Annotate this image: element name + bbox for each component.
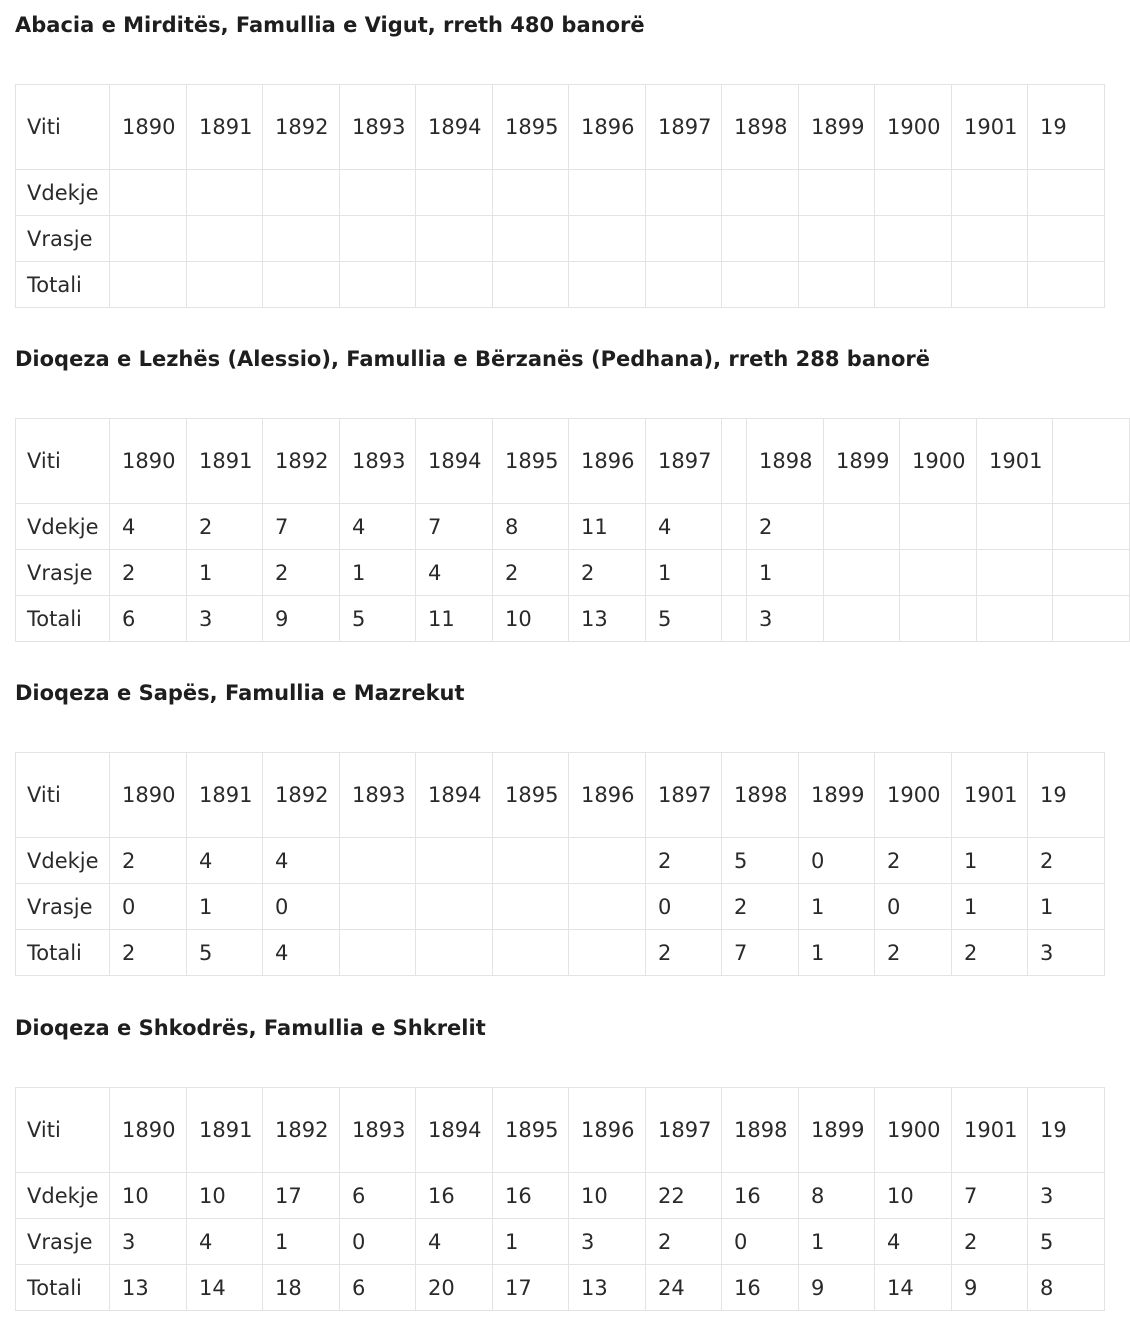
value-cell [187,262,263,308]
value-cell [263,216,340,262]
value-cell [187,170,263,216]
value-cell [900,596,977,642]
value-cell: 9 [799,1265,875,1311]
value-cell: 8 [493,504,569,550]
year-cell: 1898 [722,85,799,170]
value-cell [977,504,1053,550]
value-cell [1028,170,1105,216]
year-cell: 1890 [110,419,187,504]
value-cell: 2 [722,884,799,930]
value-cell: 16 [722,1265,799,1311]
row-label-cell: Totali [16,262,110,308]
value-cell [569,170,646,216]
value-cell [875,262,952,308]
value-cell: 1 [952,838,1028,884]
year-cell: 1898 [722,753,799,838]
value-cell [952,262,1028,308]
value-cell: 4 [110,504,187,550]
value-cell [952,216,1028,262]
value-cell: 16 [416,1173,493,1219]
value-cell: 1 [799,884,875,930]
year-cell: 1895 [493,1088,569,1173]
value-cell: 2 [110,550,187,596]
value-cell [416,170,493,216]
value-cell [416,930,493,976]
table-header-row [16,419,1130,504]
table-row [16,262,1105,308]
row-label-cell: Vdekje [16,1173,110,1219]
value-cell: 7 [263,504,340,550]
value-cell: 3 [1028,930,1105,976]
value-cell: 6 [110,596,187,642]
value-cell: 13 [110,1265,187,1311]
value-cell [952,170,1028,216]
table-scroll-container[interactable] [15,418,1058,642]
value-cell [722,550,747,596]
value-cell [569,216,646,262]
value-cell: 8 [799,1173,875,1219]
value-cell: 10 [493,596,569,642]
value-cell: 2 [952,930,1028,976]
value-cell [722,216,799,262]
value-cell: 2 [747,504,824,550]
value-cell [646,262,722,308]
value-cell [340,216,416,262]
value-cell [416,838,493,884]
table-header-row [16,753,1105,838]
year-cell: 1893 [340,1088,416,1173]
value-cell: 8 [1028,1265,1105,1311]
year-cell: 1898 [722,1088,799,1173]
year-cell: 1901 [977,419,1053,504]
year-cell: 1894 [416,85,493,170]
value-cell: 3 [747,596,824,642]
year-cell: 1894 [416,419,493,504]
value-cell: 17 [493,1265,569,1311]
value-cell: 4 [646,504,722,550]
value-cell: 16 [493,1173,569,1219]
value-cell [493,838,569,884]
year-cell: 1892 [263,1088,340,1173]
value-cell [340,884,416,930]
table-scroll-container[interactable] [15,1087,1067,1311]
value-cell [1053,596,1130,642]
year-cell [1053,419,1130,504]
value-cell [875,170,952,216]
year-cell: 1897 [646,753,722,838]
table-row [16,930,1105,976]
value-cell: 2 [875,930,952,976]
value-cell: 2 [110,930,187,976]
row-label-cell: Vrasje [16,1219,110,1265]
value-cell: 7 [952,1173,1028,1219]
value-cell: 2 [110,838,187,884]
year-cell: 1894 [416,753,493,838]
value-cell [824,550,900,596]
value-cell [110,170,187,216]
value-cell: 10 [110,1173,187,1219]
value-cell: 1 [187,884,263,930]
value-cell: 24 [646,1265,722,1311]
value-cell: 0 [646,884,722,930]
table-row [16,550,1130,596]
value-cell: 22 [646,1173,722,1219]
year-cell: 1899 [799,753,875,838]
value-cell [340,170,416,216]
value-cell [416,262,493,308]
value-cell [569,930,646,976]
value-cell: 2 [646,930,722,976]
value-cell: 0 [875,884,952,930]
value-cell [875,216,952,262]
value-cell [722,596,747,642]
year-cell: 1901 [952,85,1028,170]
row-label-cell: Vdekje [16,838,110,884]
table-row [16,838,1105,884]
year-cell [722,419,747,504]
value-cell: 14 [875,1265,952,1311]
value-cell: 11 [569,504,646,550]
value-cell: 0 [799,838,875,884]
value-cell [1053,550,1130,596]
value-cell: 5 [187,930,263,976]
value-cell: 7 [416,504,493,550]
table-row [16,1173,1105,1219]
value-cell: 2 [263,550,340,596]
value-cell: 1 [187,550,263,596]
value-cell [340,930,416,976]
value-cell: 6 [340,1265,416,1311]
value-cell [900,504,977,550]
value-cell [799,170,875,216]
value-cell [340,838,416,884]
value-cell [824,596,900,642]
row-label-cell: Totali [16,930,110,976]
value-cell [977,596,1053,642]
value-cell: 17 [263,1173,340,1219]
value-cell: 2 [952,1219,1028,1265]
value-cell: 13 [569,1265,646,1311]
value-cell: 3 [569,1219,646,1265]
year-cell: 1893 [340,753,416,838]
value-cell: 9 [952,1265,1028,1311]
year-cell: 19 [1028,753,1105,838]
year-cell: 1898 [747,419,824,504]
value-cell: 16 [722,1173,799,1219]
row-label-cell: Totali [16,1265,110,1311]
value-cell [110,216,187,262]
value-cell: 10 [569,1173,646,1219]
year-cell: 1896 [569,85,646,170]
value-cell [416,884,493,930]
value-cell: 5 [646,596,722,642]
year-cell: 1900 [900,419,977,504]
year-cell: 1892 [263,419,340,504]
year-cell: 1891 [187,753,263,838]
value-cell [900,550,977,596]
value-cell: 10 [875,1173,952,1219]
year-cell: 1900 [875,85,952,170]
value-cell: 4 [875,1219,952,1265]
value-cell [799,216,875,262]
year-cell: 19 [1028,1088,1105,1173]
row-label-cell: Vrasje [16,216,110,262]
value-cell [493,170,569,216]
value-cell: 3 [1028,1173,1105,1219]
table-row [16,170,1105,216]
value-cell [722,170,799,216]
year-cell: 1891 [187,419,263,504]
year-cell: 1896 [569,1088,646,1173]
value-cell: 2 [646,838,722,884]
value-cell: 6 [340,1173,416,1219]
value-cell: 4 [263,930,340,976]
table-row [16,1219,1105,1265]
value-cell [340,262,416,308]
year-cell: 1897 [646,85,722,170]
value-cell: 1 [799,1219,875,1265]
table-header-row [16,85,1105,170]
year-cell: 1893 [340,85,416,170]
value-cell: 1 [493,1219,569,1265]
value-cell [493,262,569,308]
value-cell [493,884,569,930]
year-cell: 1895 [493,85,569,170]
year-cell: 1890 [110,85,187,170]
header-label-cell: Viti [16,753,110,838]
value-cell: 1 [263,1219,340,1265]
value-cell: 0 [110,884,187,930]
header-label-cell: Viti [16,1088,110,1173]
value-cell: 13 [569,596,646,642]
table-row [16,1265,1105,1311]
year-cell: 1896 [569,753,646,838]
value-cell: 18 [263,1265,340,1311]
year-cell: 1890 [110,1088,187,1173]
header-label-cell: Viti [16,419,110,504]
value-cell [569,884,646,930]
year-cell: 1899 [799,85,875,170]
value-cell: 4 [187,838,263,884]
value-cell [977,550,1053,596]
value-cell: 4 [416,1219,493,1265]
statistics-table [15,1087,1105,1311]
year-cell: 1891 [187,1088,263,1173]
value-cell: 4 [416,550,493,596]
value-cell: 1 [1028,884,1105,930]
value-cell [569,838,646,884]
value-cell: 4 [263,838,340,884]
section-heading: Dioqeza e Shkodrës, Famullia e Shkrelit [15,1016,486,1040]
value-cell [824,504,900,550]
table-header-row [16,1088,1105,1173]
section-heading: Abacia e Mirditës, Famullia e Vigut, rreth 480 banorë [15,13,645,37]
value-cell: 2 [493,550,569,596]
value-cell: 4 [340,504,416,550]
row-label-cell: Vrasje [16,550,110,596]
value-cell: 1 [747,550,824,596]
row-label-cell: Vdekje [16,170,110,216]
value-cell: 1 [646,550,722,596]
year-cell: 19 [1028,85,1105,170]
value-cell: 10 [187,1173,263,1219]
table-row [16,216,1105,262]
year-cell: 1897 [646,419,722,504]
value-cell: 2 [187,504,263,550]
year-cell: 1891 [187,85,263,170]
value-cell: 0 [722,1219,799,1265]
value-cell [646,170,722,216]
year-cell: 1901 [952,1088,1028,1173]
value-cell [493,216,569,262]
statistics-table [15,84,1105,308]
value-cell [1053,504,1130,550]
value-cell: 2 [569,550,646,596]
value-cell: 2 [646,1219,722,1265]
value-cell: 2 [875,838,952,884]
year-cell: 1897 [646,1088,722,1173]
value-cell: 3 [187,596,263,642]
value-cell: 4 [187,1219,263,1265]
value-cell: 9 [263,596,340,642]
value-cell [1028,216,1105,262]
value-cell [569,262,646,308]
value-cell: 20 [416,1265,493,1311]
year-cell: 1894 [416,1088,493,1173]
value-cell [187,216,263,262]
year-cell: 1899 [799,1088,875,1173]
value-cell [722,504,747,550]
value-cell [722,262,799,308]
year-cell: 1896 [569,419,646,504]
value-cell [493,930,569,976]
value-cell [416,216,493,262]
year-cell: 1900 [875,1088,952,1173]
value-cell: 5 [340,596,416,642]
value-cell: 1 [952,884,1028,930]
table-scroll-container[interactable] [15,752,1067,976]
value-cell: 11 [416,596,493,642]
table-row [16,884,1105,930]
year-cell: 1901 [952,753,1028,838]
row-label-cell: Vrasje [16,884,110,930]
value-cell: 7 [722,930,799,976]
year-cell: 1899 [824,419,900,504]
table-row [16,596,1130,642]
value-cell: 1 [799,930,875,976]
value-cell: 1 [340,550,416,596]
year-cell: 1900 [875,753,952,838]
year-cell: 1892 [263,85,340,170]
year-cell: 1893 [340,419,416,504]
table-row [16,504,1130,550]
section-heading: Dioqeza e Lezhës (Alessio), Famullia e Bërzanës (Pedhana), rreth 288 banorë [15,347,930,371]
value-cell [799,262,875,308]
value-cell: 5 [1028,1219,1105,1265]
value-cell [263,170,340,216]
year-cell: 1895 [493,753,569,838]
section-heading: Dioqeza e Sapës, Famullia e Mazrekut [15,681,465,705]
value-cell: 0 [263,884,340,930]
value-cell [646,216,722,262]
row-label-cell: Totali [16,596,110,642]
year-cell: 1895 [493,419,569,504]
table-scroll-container[interactable] [15,84,1067,308]
year-cell: 1892 [263,753,340,838]
value-cell: 14 [187,1265,263,1311]
value-cell [110,262,187,308]
year-cell: 1890 [110,753,187,838]
header-label-cell: Viti [16,85,110,170]
value-cell: 2 [1028,838,1105,884]
value-cell: 3 [110,1219,187,1265]
value-cell: 0 [340,1219,416,1265]
statistics-table [15,418,1130,642]
value-cell [1028,262,1105,308]
statistics-table [15,752,1105,976]
value-cell: 5 [722,838,799,884]
row-label-cell: Vdekje [16,504,110,550]
value-cell [263,262,340,308]
